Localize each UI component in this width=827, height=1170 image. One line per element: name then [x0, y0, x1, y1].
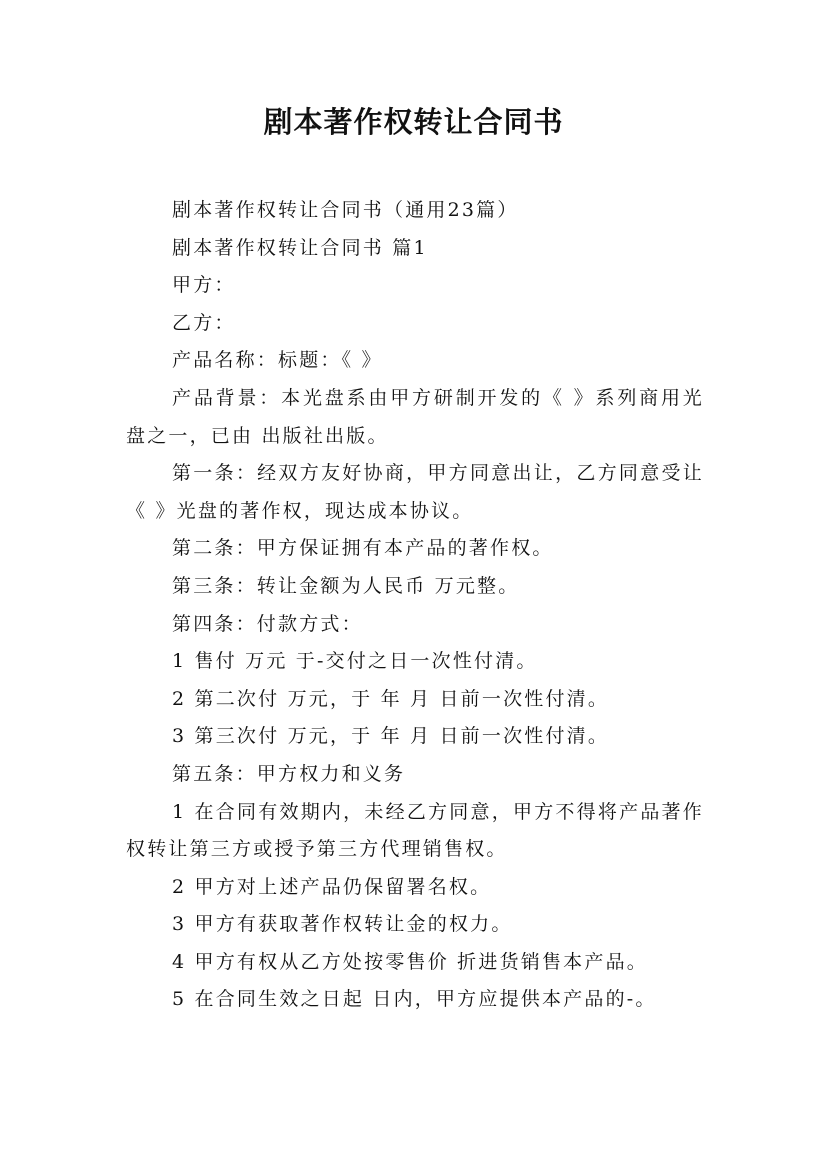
paragraph-article-2: 第二条：甲方保证拥有本产品的著作权。	[172, 537, 554, 560]
paragraph-article-5: 第五条：甲方权力和义务	[172, 762, 406, 785]
paragraph-payment-2: 2 第二次付 万元，于 年 月 日前一次性付清。	[172, 687, 610, 710]
document-title: 剧本著作权转让合同书	[263, 105, 564, 139]
paragraph-party-b: 乙方：	[172, 311, 236, 334]
paragraph-payment-1: 1 售付 万元 于-交付之日一次性付清。	[172, 650, 538, 673]
paragraph-clause-3: 3 甲方有获取著作权转让金的权力。	[172, 913, 513, 936]
paragraph-clause-4: 4 甲方有权从乙方处按零售价 折进货销售本产品。	[172, 950, 648, 973]
paragraph-article-1: 第一条：经双方友好协商，甲方同意出让，乙方同意受让《 》光盘的著作权，现达成本协议。	[126, 462, 704, 522]
document-body	[126, 192, 704, 1019]
paragraph-clause-1: 1 在合同有效期内，未经乙方同意，甲方不得将产品著作权转让第三方或授予第三方代理销售权。	[126, 800, 704, 861]
paragraph-product-background: 产品背景：本光盘系由甲方研制开发的《 》系列商用光盘之一，已由 出版社出版。	[126, 386, 704, 447]
paragraph-section-heading: 剧本著作权转让合同书 篇1	[172, 236, 428, 259]
paragraph-article-3: 第三条：转让金额为人民币 万元整。	[172, 574, 520, 597]
paragraph-product-name: 产品名称：标题：《 》	[172, 349, 383, 372]
paragraph-clause-2: 2 甲方对上述产品仍保留署名权。	[172, 875, 492, 898]
paragraph-subtitle: 剧本著作权转让合同书（通用23篇）	[172, 199, 519, 221]
paragraph-clause-5: 5 在合同生效之日起 日内，甲方应提供本产品的-。	[172, 988, 657, 1011]
paragraph-article-4: 第四条：付款方式：	[172, 612, 363, 635]
paragraph-party-a: 甲方：	[172, 274, 236, 297]
paragraph-payment-3: 3 第三次付 万元，于 年 月 日前一次性付清。	[172, 725, 610, 748]
